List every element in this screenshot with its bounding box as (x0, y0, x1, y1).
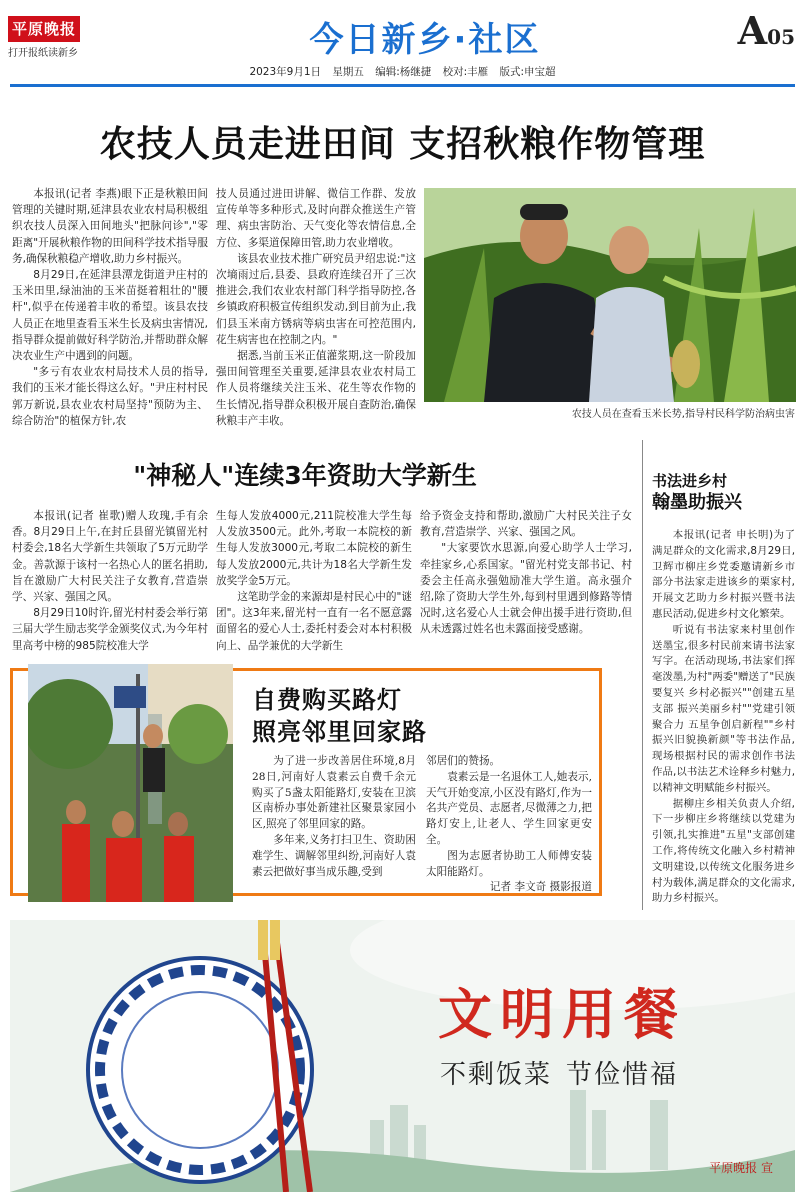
photo-caption: 农技人员在查看玉米长势,指导村民科学防治病虫害 (571, 409, 795, 420)
article2-paragraph: 8月29日10时许,留光村村委会举行第三届大学生励志奖学金颁奖仪式,为今年村里高考中榜的985院校准大学 (12, 607, 208, 652)
issue-date: 2023年9月1日 (249, 66, 322, 78)
article3-paragraph: 图为志愿者协助工人师傅安装太阳能路灯。 (426, 849, 592, 878)
page-number: A05 (737, 8, 795, 53)
article1-column-1 (12, 186, 208, 429)
article3-byline: 记者 李文奇 摄影报道 (489, 881, 592, 894)
editor-credit: 编辑:杨继捷 (375, 66, 432, 78)
streetlight-photo-art (28, 664, 233, 902)
article2-paragraph: 这笔助学金的来源却是村民心中的"谜团"。这3年来,留光村一直有一名不愿意露面留名的爱心人士,委托村委会对本村积极向上、品学兼优的大学新生 (216, 591, 412, 652)
article2-paragraph: 本报讯(记者 崔歌)赠人玫瑰,手有余香。8月29日上午,在封丘县留光镇留光村村委会,18名大学新生共领取了5万元助学金。善款源于该村一名热心人的匿名捐助,旨在激励广大村民关注子女教育,营造崇学、兴家、强国之风。 (12, 510, 208, 604)
masthead (0, 0, 805, 84)
article3-paragraph: 袁素云是一名退休工人,她表示,天气开始变凉,小区没有路灯,作为一名共产党员、志愿者,尽微薄之力,把路灯安上,让老人、学生回家更安全。 (426, 770, 592, 846)
article3-paragraph: 为了进一步改善居住环境,8月28日,河南好人袁素云自费千余元购买了5盏太阳能路灯,安装在卫滨区南桥办事处新建社区聚景家园小区,照亮了邻里回家的路。 (252, 755, 416, 831)
article1-paragraph: 技人员通过进田讲解、微信工作群、发放宣传单等多种形式,及时向群众推送生产管理、病虫害防治、天气变化等农情信息,全方位、多渠道保障田管,助力农业增收。 (216, 188, 416, 249)
article3-column-2 (426, 754, 592, 896)
proofreader-credit: 校对:丰雁 (442, 66, 489, 78)
article2-paragraph: 给予资金支持和帮助,激励广大村民关注子女教育,营造崇学、兴家、强国之风。 (420, 510, 632, 539)
ad-credit: 平原晚报 宣 (709, 1161, 773, 1175)
article3-headline-line2: 照亮邻里回家路 (252, 718, 427, 746)
newspaper-logo (8, 16, 120, 59)
article2-paragraph: 生每人发放4000元,211院校准大学生每人发放3500元。此外,考取一本院校的新生每人发放3000元,考取二本院校的新生每人发放2000元,共计为18名大学新生发放奖学金5万元。 (216, 510, 412, 587)
article2-paragraph: "大家要饮水思源,向爱心助学人士学习,牵挂家乡,心系国家。"留光村党支部书记、村委会主任高永强勉励准大学生道。高永强介绍,除了资助大学生外,每到村里遇到修路等情况时,这名爱心人士就会伸出援手进行资助,但从未透露过姓名也未露面接受感谢。 (420, 542, 632, 636)
article3-headline-line1: 自费购买路灯 (252, 686, 402, 714)
streetlight-photo (28, 664, 233, 902)
ad-slogan-part2: 节俭惜福 (566, 1060, 679, 1090)
article3-paragraph: 多年来,义务打扫卫生、资助困难学生、调解邻里纠纷,河南好人袁素云把做好事当成乐趣,受到 (252, 833, 416, 878)
article1-paragraph: 据悉,当前玉米正值灌浆期,这一阶段加强田间管理至关重要,延津县农业农村局工作人员将继续关注玉米、花生等农作物的生长情况,指导群众积极开展自查防治,确保秋粮丰产丰收。 (216, 350, 416, 427)
sidebar-title: 书法进乡村 (652, 472, 728, 490)
sidebar-paragraph: 据柳庄乡相关负责人介绍,下一步柳庄乡将继续以党建为引领,扎实推进"五星"支部创建工作,将传统文化融入乡村精神文明建设,以传统文化服务进乡村为载体,满足群众的文化需求,助力乡村振兴。 (652, 797, 795, 905)
sidebar-subtitle: 翰墨助振兴 (652, 492, 742, 513)
article1-headline: 农技人员走进田间 支招秋粮作物管理 (99, 124, 706, 165)
ad-slogan-part1: 不剩饭菜 (440, 1060, 553, 1090)
civilized-dining-ad (10, 920, 795, 1192)
issue-weekday: 星期五 (332, 66, 364, 78)
issue-meta (0, 64, 805, 79)
article2-column-2 (216, 508, 412, 654)
section-title: 今日新乡·社区 (309, 20, 541, 60)
article3-headline (252, 684, 552, 748)
article3-column-1 (252, 754, 416, 880)
sidebar-paragraph: 听说有书法家来村里创作送墨宝,很多村民前来请书法家写字。在活动现场,书法家们挥毫泼墨,为村"两委"赠送了"民族要复兴 乡村必振兴""创建五星支部 振兴美丽乡村""党建引领聚合力 五星争创启新程""乡村振兴旧貌换新颜"等书法作品,现场根据村民的需求创作书法作品,以书法艺术诠释乡村魅力,以精神文明赋能乡村振兴。 (652, 623, 795, 794)
article1-paragraph: 8月29日,在延津县潭龙街道尹庄村的玉米田里,绿油油的玉米苗挺着粗壮的"腰杆",似乎在传递着丰收的希望。该县农技人员正在地里查看玉米生长及病虫害情况,指导群众提前做好科学防治,并帮助群众解决农业生产中遇到的问题。 (12, 269, 208, 363)
sidebar-headline (652, 470, 792, 514)
article3-paragraph: 邻居们的赞扬。 (426, 755, 501, 767)
sidebar-paragraph: 本报讯(记者 申长明)为了满足群众的文化需求,8月29日,卫辉市柳庄乡党委邀请新乡市部分书法家走进该乡的栗家村,开展文艺助力乡村振兴暨书法惠民活动,促进乡村文化繁荣。 (652, 529, 795, 620)
sidebar-article (652, 528, 795, 907)
article2-column-1 (12, 508, 208, 654)
logo-text: 平原晚报 (8, 16, 80, 42)
ad-title: 文明用餐 (438, 982, 686, 1046)
cornfield-photo (424, 188, 796, 402)
article1-paragraph: "多亏有农业农村局技术人员的指导,我们的玉米才能长得这么好。"尹庄村村民郭万新说,县农业农村局坚持"预防为主、综合防治"的植保方针,农 (12, 366, 208, 427)
article1-paragraph: 该县农业技术推广研究员尹绍忠说:"这次墒雨过后,县委、县政府连续召开了三次推进会,我们农业农村部门科学指导防控,各乡镇政府积极宣传组织发动,到目前为止,我们县玉米南方锈病等病虫害在可控范围内,花生病害也在控制之内。" (216, 252, 416, 346)
cornfield-photo-art (424, 188, 796, 402)
sidebar-divider (642, 440, 643, 910)
article1-column-2 (216, 186, 416, 429)
article2-column-3 (420, 508, 632, 638)
logo-tagline: 打开报纸读新乡 (8, 48, 78, 59)
ad-slogan (440, 1054, 692, 1091)
masthead-rule (10, 84, 795, 87)
article1-paragraph: 本报讯(记者 李燕)眼下正是秋粮田间管理的关键时期,延津县农业农村局积极组织农技人员深入田间地头"把脉问诊","零距离"开展秋粮作物的田间科学技术指导服务,确保秋粮稳产增收,助力乡村振兴。 (12, 188, 208, 265)
article2-headline: "神秘人"连续3年资助大学新生 (133, 461, 477, 490)
layout-credit: 版式:申宝超 (499, 66, 556, 78)
